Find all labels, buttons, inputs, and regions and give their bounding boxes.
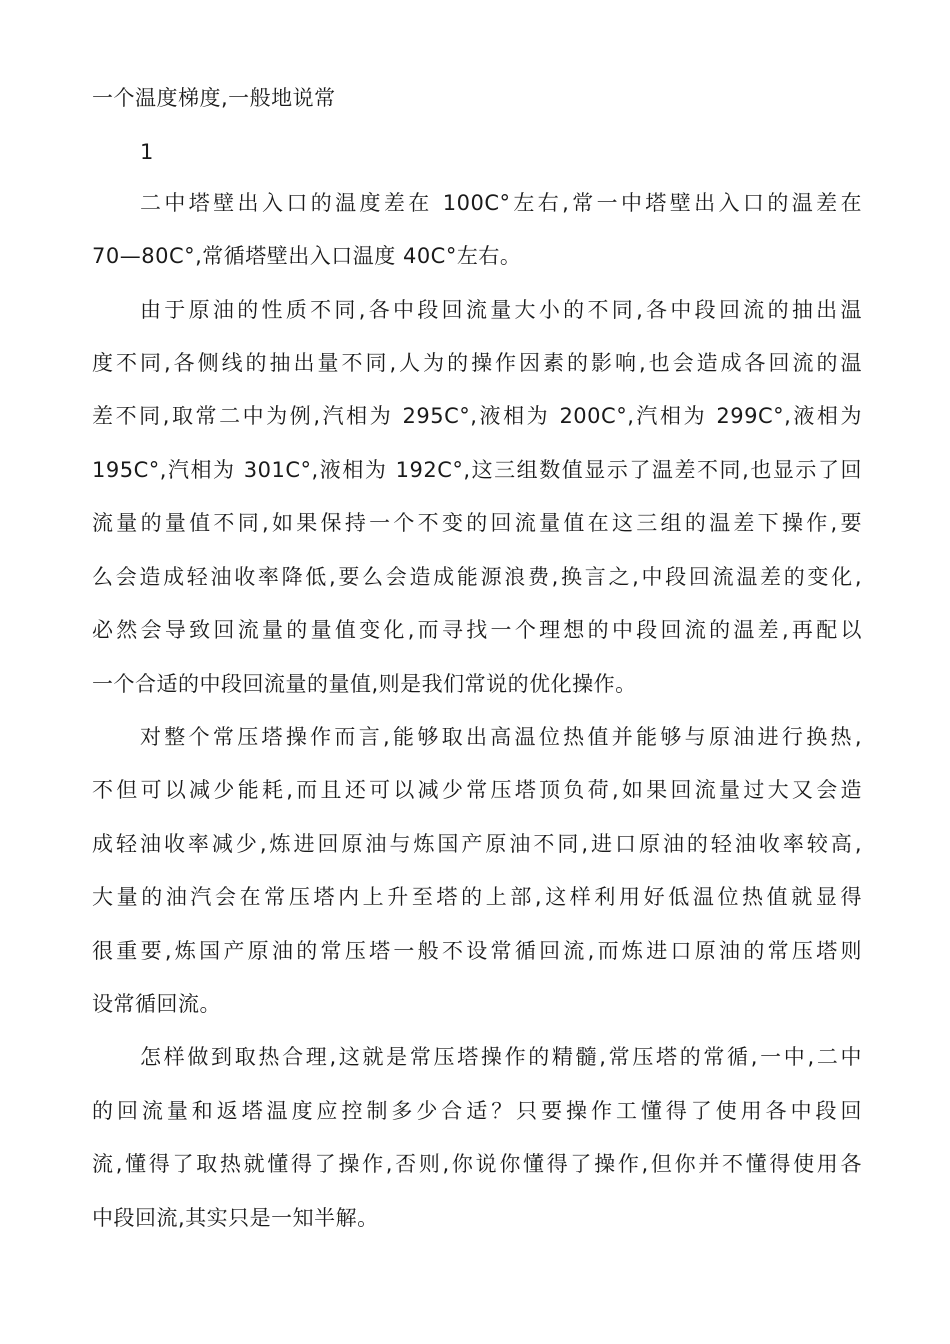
paragraph-3-line-6: 设常循回流。: [92, 992, 221, 1016]
paragraph-3-line-5: 很重要,炼国产原油的常压塔一般不设常循回流,而炼进口原油的常压塔则: [92, 939, 862, 963]
paragraph-3-line-1: 对整个常压塔操作而言,能够取出高温位热值并能够与原油进行换热,: [140, 725, 862, 749]
text-line-intro: 一个温度梯度,一般地说常: [92, 86, 336, 110]
paragraph-4-line-4: 中段回流,其实只是一知半解。: [92, 1206, 379, 1230]
paragraph-4-line-1: 怎样做到取热合理,这就是常压塔操作的精髓,常压塔的常循,一中,二中: [140, 1045, 862, 1069]
paragraph-2-line-4: 195C°,汽相为 301C°,液相为 192C°,这三组数值显示了温差不同,也显示了回: [92, 458, 862, 482]
paragraph-3-line-3: 成轻油收率减少,炼进回原油与炼国产原油不同,进口原油的轻油收率较高,: [92, 832, 862, 856]
paragraph-2-line-7: 必然会导致回流量的量值变化,而寻找一个理想的中段回流的温差,再配以: [92, 618, 862, 642]
paragraph-3-line-2: 不但可以减少能耗,而且还可以减少常压塔顶负荷,如果回流量过大又会造: [92, 778, 862, 802]
page-number: 1: [140, 140, 154, 164]
paragraph-4-line-3: 流,懂得了取热就懂得了操作,否则,你说你懂得了操作,但你并不懂得使用各: [92, 1152, 862, 1176]
paragraph-3-line-4: 大量的油汽会在常压塔内上升至塔的上部,这样利用好低温位热值就显得: [92, 885, 862, 909]
paragraph-2-line-5: 流量的量值不同,如果保持一个不变的回流量值在这三组的温差下操作,要: [92, 511, 862, 535]
paragraph-1-line-1: 二中塔壁出入口的温度差在 100C°左右,常一中塔壁出入口的温差在: [140, 191, 862, 215]
paragraph-2-line-6: 么会造成轻油收率降低,要么会造成能源浪费,换言之,中段回流温差的变化,: [92, 565, 862, 589]
paragraph-4-line-2: 的回流量和返塔温度应控制多少合适？只要操作工懂得了使用各中段回: [92, 1099, 862, 1123]
paragraph-2-line-3: 差不同,取常二中为例,汽相为 295C°,液相为 200C°,汽相为 299C°,液相为: [92, 404, 862, 428]
paragraph-2-line-2: 度不同,各侧线的抽出量不同,人为的操作因素的影响,也会造成各回流的温: [92, 351, 862, 375]
paragraph-2-line-8: 一个合适的中段回流量的量值,则是我们常说的优化操作。: [92, 672, 637, 696]
paragraph-2-line-1: 由于原油的性质不同,各中段回流量大小的不同,各中段回流的抽出温: [140, 298, 862, 322]
paragraph-1-line-2: 70—80C°,常循塔壁出入口温度 40C°左右。: [92, 244, 522, 268]
